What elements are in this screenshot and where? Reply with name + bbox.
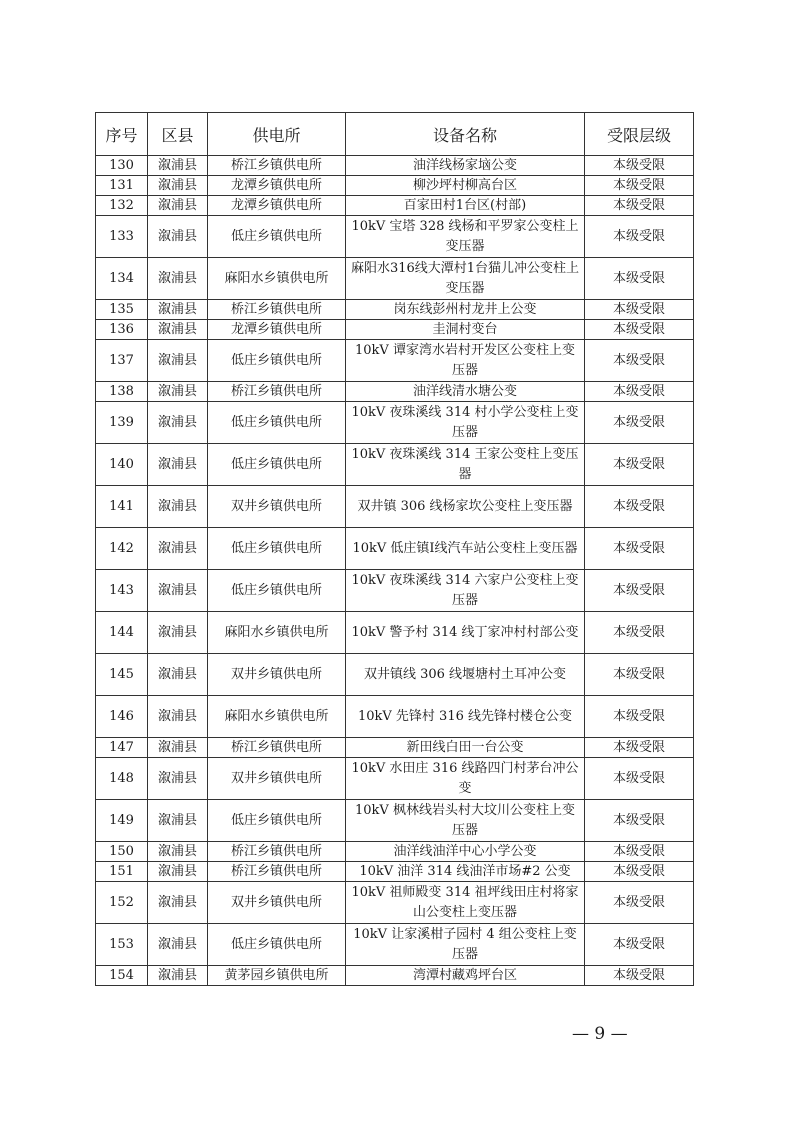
table-row bbox=[96, 882, 694, 924]
row-county: 溆浦县 bbox=[148, 882, 208, 924]
row-county: 溆浦县 bbox=[148, 444, 208, 486]
table-row bbox=[96, 654, 694, 696]
table-row bbox=[96, 696, 694, 738]
row-number: 140 bbox=[96, 444, 148, 486]
row-station: 低庄乡镇供电所 bbox=[208, 340, 346, 382]
row-level: 本级受限 bbox=[585, 300, 694, 320]
row-level: 本级受限 bbox=[585, 528, 694, 570]
row-number: 139 bbox=[96, 402, 148, 444]
row-device: 10kV 先锋村 316 线先锋村楼仓公变 bbox=[346, 696, 585, 738]
row-device: 百家田村1台区(村部) bbox=[346, 196, 585, 216]
row-level: 本级受限 bbox=[585, 738, 694, 758]
table-row bbox=[96, 738, 694, 758]
row-level: 本级受限 bbox=[585, 800, 694, 842]
row-number: 143 bbox=[96, 570, 148, 612]
row-device: 10kV 让家溪柑子园村 4 组公变柱上变压器 bbox=[346, 924, 585, 966]
row-level: 本级受限 bbox=[585, 258, 694, 300]
row-county: 溆浦县 bbox=[148, 862, 208, 882]
row-station: 低庄乡镇供电所 bbox=[208, 402, 346, 444]
row-device: 柳沙坪村柳高台区 bbox=[346, 176, 585, 196]
row-number: 151 bbox=[96, 862, 148, 882]
row-number: 133 bbox=[96, 216, 148, 258]
row-county: 溆浦县 bbox=[148, 612, 208, 654]
row-county: 溆浦县 bbox=[148, 758, 208, 800]
header-county: 区县 bbox=[148, 113, 208, 156]
table-header-row bbox=[96, 113, 694, 156]
row-number: 150 bbox=[96, 842, 148, 862]
row-number: 137 bbox=[96, 340, 148, 382]
row-station: 双井乡镇供电所 bbox=[208, 758, 346, 800]
row-device: 10kV 枫林线岩头村大坟川公变柱上变压器 bbox=[346, 800, 585, 842]
row-number: 135 bbox=[96, 300, 148, 320]
row-device: 油洋线清水塘公变 bbox=[346, 382, 585, 402]
row-station: 黄茅园乡镇供电所 bbox=[208, 966, 346, 986]
table-row bbox=[96, 340, 694, 382]
table-row bbox=[96, 612, 694, 654]
row-number: 136 bbox=[96, 320, 148, 340]
header-no: 序号 bbox=[96, 113, 148, 156]
row-level: 本级受限 bbox=[585, 340, 694, 382]
table-row bbox=[96, 758, 694, 800]
row-number: 147 bbox=[96, 738, 148, 758]
row-station: 双井乡镇供电所 bbox=[208, 486, 346, 528]
row-level: 本级受限 bbox=[585, 842, 694, 862]
row-station: 桥江乡镇供电所 bbox=[208, 738, 346, 758]
row-number: 145 bbox=[96, 654, 148, 696]
row-county: 溆浦县 bbox=[148, 528, 208, 570]
row-county: 溆浦县 bbox=[148, 196, 208, 216]
row-station: 龙潭乡镇供电所 bbox=[208, 196, 346, 216]
row-station: 桥江乡镇供电所 bbox=[208, 842, 346, 862]
table-row bbox=[96, 842, 694, 862]
row-level: 本级受限 bbox=[585, 924, 694, 966]
row-number: 141 bbox=[96, 486, 148, 528]
row-number: 144 bbox=[96, 612, 148, 654]
row-device: 岗东线彭州村龙井上公变 bbox=[346, 300, 585, 320]
row-county: 溆浦县 bbox=[148, 696, 208, 738]
table-row bbox=[96, 924, 694, 966]
row-county: 溆浦县 bbox=[148, 300, 208, 320]
table-row bbox=[96, 382, 694, 402]
row-level: 本级受限 bbox=[585, 862, 694, 882]
row-station: 低庄乡镇供电所 bbox=[208, 216, 346, 258]
row-device: 10kV 夜珠溪线 314 六家户公变柱上变压器 bbox=[346, 570, 585, 612]
row-number: 154 bbox=[96, 966, 148, 986]
row-level: 本级受限 bbox=[585, 444, 694, 486]
row-number: 132 bbox=[96, 196, 148, 216]
row-county: 溆浦县 bbox=[148, 216, 208, 258]
row-county: 溆浦县 bbox=[148, 258, 208, 300]
row-station: 低庄乡镇供电所 bbox=[208, 528, 346, 570]
row-level: 本级受限 bbox=[585, 156, 694, 176]
table-row bbox=[96, 300, 694, 320]
row-device: 油洋线杨家垴公变 bbox=[346, 156, 585, 176]
row-county: 溆浦县 bbox=[148, 340, 208, 382]
table-row bbox=[96, 486, 694, 528]
row-device: 油洋线油洋中心小学公变 bbox=[346, 842, 585, 862]
page-number: — 9 — bbox=[572, 1024, 628, 1044]
row-device: 10kV 祖师殿变 314 祖坪线田庄村将家山公变柱上变压器 bbox=[346, 882, 585, 924]
header-station: 供电所 bbox=[208, 113, 346, 156]
table-row bbox=[96, 800, 694, 842]
row-level: 本级受限 bbox=[585, 320, 694, 340]
row-station: 龙潭乡镇供电所 bbox=[208, 320, 346, 340]
table-row bbox=[96, 196, 694, 216]
row-level: 本级受限 bbox=[585, 966, 694, 986]
row-station: 低庄乡镇供电所 bbox=[208, 924, 346, 966]
row-station: 麻阳水乡镇供电所 bbox=[208, 612, 346, 654]
row-number: 146 bbox=[96, 696, 148, 738]
header-level: 受限层级 bbox=[585, 113, 694, 156]
table-row bbox=[96, 570, 694, 612]
row-level: 本级受限 bbox=[585, 570, 694, 612]
row-number: 142 bbox=[96, 528, 148, 570]
table-row bbox=[96, 862, 694, 882]
row-device: 10kV 宝塔 328 线杨和平罗家公变柱上变压器 bbox=[346, 216, 585, 258]
row-number: 152 bbox=[96, 882, 148, 924]
table-body bbox=[96, 156, 694, 986]
row-county: 溆浦县 bbox=[148, 156, 208, 176]
row-station: 桥江乡镇供电所 bbox=[208, 156, 346, 176]
row-device: 湾潭村藏鸡坪台区 bbox=[346, 966, 585, 986]
table-row bbox=[96, 216, 694, 258]
row-number: 153 bbox=[96, 924, 148, 966]
row-county: 溆浦县 bbox=[148, 382, 208, 402]
row-station: 桥江乡镇供电所 bbox=[208, 382, 346, 402]
row-device: 麻阳水316线大潭村1台猫儿冲公变柱上变压器 bbox=[346, 258, 585, 300]
table-row bbox=[96, 444, 694, 486]
row-county: 溆浦县 bbox=[148, 738, 208, 758]
row-level: 本级受限 bbox=[585, 882, 694, 924]
row-device: 10kV 油洋 314 线油洋市场#2 公变 bbox=[346, 862, 585, 882]
row-station: 低庄乡镇供电所 bbox=[208, 444, 346, 486]
row-number: 149 bbox=[96, 800, 148, 842]
row-station: 麻阳水乡镇供电所 bbox=[208, 696, 346, 738]
row-station: 麻阳水乡镇供电所 bbox=[208, 258, 346, 300]
row-device: 双井镇线 306 线堰塘村土耳冲公变 bbox=[346, 654, 585, 696]
header-device: 设备名称 bbox=[346, 113, 585, 156]
row-county: 溆浦县 bbox=[148, 966, 208, 986]
row-level: 本级受限 bbox=[585, 486, 694, 528]
row-number: 131 bbox=[96, 176, 148, 196]
row-county: 溆浦县 bbox=[148, 800, 208, 842]
row-county: 溆浦县 bbox=[148, 654, 208, 696]
row-device: 10kV 低庄镇Ⅰ线汽车站公变柱上变压器 bbox=[346, 528, 585, 570]
row-level: 本级受限 bbox=[585, 758, 694, 800]
row-level: 本级受限 bbox=[585, 654, 694, 696]
row-device: 10kV 谭家湾水岩村开发区公变柱上变压器 bbox=[346, 340, 585, 382]
row-station: 桥江乡镇供电所 bbox=[208, 862, 346, 882]
row-device: 10kV 夜珠溪线 314 村小学公变柱上变压器 bbox=[346, 402, 585, 444]
row-county: 溆浦县 bbox=[148, 402, 208, 444]
row-station: 龙潭乡镇供电所 bbox=[208, 176, 346, 196]
row-level: 本级受限 bbox=[585, 216, 694, 258]
row-station: 低庄乡镇供电所 bbox=[208, 800, 346, 842]
row-station: 低庄乡镇供电所 bbox=[208, 570, 346, 612]
row-device: 10kV 夜珠溪线 314 王家公变柱上变压器 bbox=[346, 444, 585, 486]
table-row bbox=[96, 176, 694, 196]
equipment-table bbox=[95, 112, 694, 986]
table-row bbox=[96, 258, 694, 300]
row-county: 溆浦县 bbox=[148, 320, 208, 340]
table-row bbox=[96, 402, 694, 444]
row-number: 138 bbox=[96, 382, 148, 402]
row-station: 桥江乡镇供电所 bbox=[208, 300, 346, 320]
row-county: 溆浦县 bbox=[148, 924, 208, 966]
table-row bbox=[96, 528, 694, 570]
row-level: 本级受限 bbox=[585, 612, 694, 654]
row-device: 圭洞村变台 bbox=[346, 320, 585, 340]
table-row bbox=[96, 320, 694, 340]
row-device: 10kV 警予村 314 线丁家冲村村部公变 bbox=[346, 612, 585, 654]
row-device: 10kV 水田庄 316 线路四门村茅台冲公变 bbox=[346, 758, 585, 800]
row-county: 溆浦县 bbox=[148, 570, 208, 612]
table-row bbox=[96, 156, 694, 176]
row-station: 双井乡镇供电所 bbox=[208, 654, 346, 696]
row-county: 溆浦县 bbox=[148, 842, 208, 862]
row-level: 本级受限 bbox=[585, 196, 694, 216]
row-county: 溆浦县 bbox=[148, 176, 208, 196]
row-number: 134 bbox=[96, 258, 148, 300]
row-station: 双井乡镇供电所 bbox=[208, 882, 346, 924]
row-device: 双井镇 306 线杨家坎公变柱上变压器 bbox=[346, 486, 585, 528]
row-level: 本级受限 bbox=[585, 402, 694, 444]
row-number: 148 bbox=[96, 758, 148, 800]
row-level: 本级受限 bbox=[585, 696, 694, 738]
row-device: 新田线白田一台公变 bbox=[346, 738, 585, 758]
row-level: 本级受限 bbox=[585, 382, 694, 402]
row-county: 溆浦县 bbox=[148, 486, 208, 528]
row-level: 本级受限 bbox=[585, 176, 694, 196]
row-number: 130 bbox=[96, 156, 148, 176]
table-row bbox=[96, 966, 694, 986]
